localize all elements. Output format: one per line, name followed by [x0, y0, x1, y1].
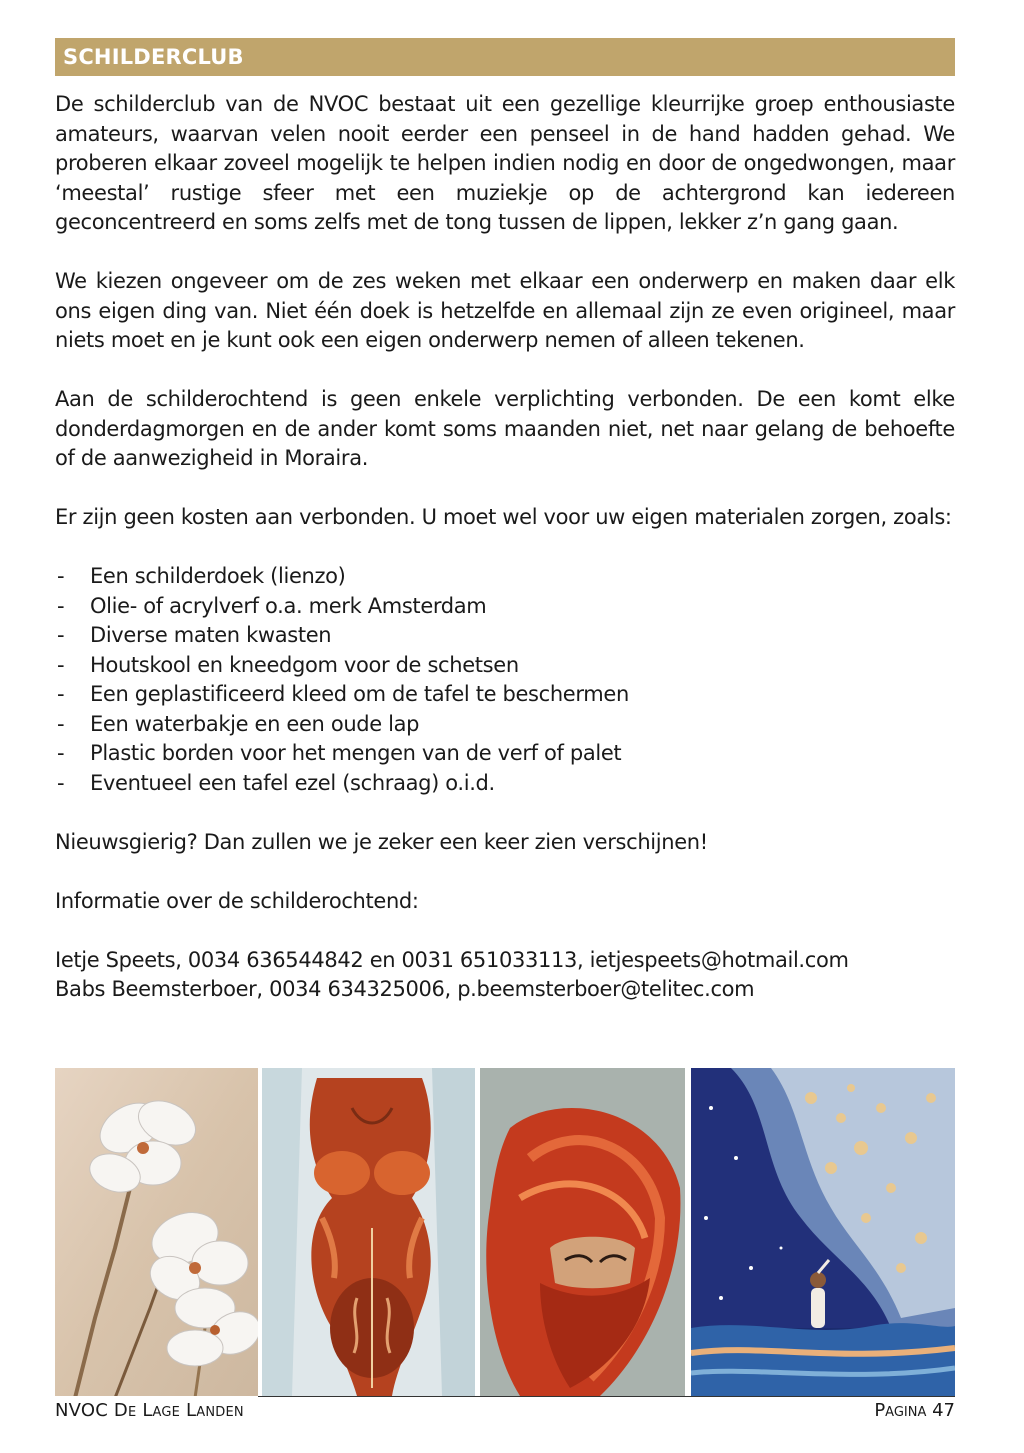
- list-item: - Diverse maten kwasten: [55, 621, 955, 651]
- painting-gallery: [55, 1068, 955, 1396]
- veiled-face-image: [480, 1068, 685, 1396]
- list-item: - Olie- of acrylverf o.a. merk Amsterdam: [55, 592, 955, 622]
- section-title: SCHILDERCLUB: [63, 45, 244, 69]
- bullet-dash: -: [57, 593, 65, 618]
- violin-torso-image: [262, 1068, 475, 1396]
- article-body: [55, 90, 955, 1005]
- bullet-dash: -: [57, 623, 65, 647]
- footer-page-number: Pagina 47: [874, 1400, 955, 1421]
- contact-line: Babs Beemsterboer, 0034 634325006, p.beemsterboer@telitec.com: [55, 977, 755, 1001]
- list-item: - Houtskool en kneedgom voor de schetsen: [55, 651, 955, 681]
- paragraph-obligations: Aan de schilderochtend is geen enkele verplichting verbonden. De een komt elke donderdagmorgen en de ander komt soms maanden niet, net naar gelang de behoefte of de aanwezigheid in Moraira.: [55, 387, 955, 470]
- paragraph-costs: Er zijn geen kosten aan verbonden. U moet wel voor uw eigen materialen zorgen, zoals:: [55, 505, 952, 529]
- section-header: [55, 38, 955, 76]
- bullet-dash: -: [57, 711, 65, 736]
- list-item: - Een waterbakje en een oude lap: [55, 710, 955, 740]
- starry-sky-image: [691, 1068, 955, 1396]
- footer-publication: NVOC De Lage Landen: [55, 1400, 244, 1421]
- list-item: - Een geplastificeerd kleed om de tafel te beschermen: [55, 680, 955, 710]
- flowers-image: [55, 1068, 258, 1396]
- contact-line: Ietje Speets, 0034 636544842 en 0031 651033113, ietjespeets@hotmail.com: [55, 947, 849, 972]
- list-item: - Eventueel een tafel ezel (schraag) o.i.d.: [55, 769, 955, 799]
- bullet-dash: -: [57, 564, 65, 588]
- painting-starry-sky: [691, 1068, 955, 1396]
- bullet-dash: -: [57, 652, 65, 677]
- painting-veiled-face: [480, 1068, 685, 1396]
- contact-block: [55, 946, 955, 1005]
- info-heading: Informatie over de schilderochtend:: [55, 888, 419, 913]
- paragraph-topics: We kiezen ongeveer om de zes weken met elkaar een onderwerp en maken daar elk ons eigen ding van. Niet één doek is hetzelfde en allemaal zijn ze even origineel, maar niets moet en je kunt ook een eigen onderwerp nemen of alleen tekenen.: [55, 269, 955, 352]
- painting-white-flowers: [55, 1068, 258, 1396]
- list-item: - Een schilderdoek (lienzo): [55, 562, 955, 592]
- closing-text: Nieuwsgierig? Dan zullen we je zeker een keer zien verschijnen!: [55, 829, 708, 854]
- list-item: - Plastic borden voor het mengen van de verf of palet: [55, 739, 955, 769]
- bullet-dash: -: [57, 770, 65, 795]
- bullet-dash: -: [57, 741, 65, 765]
- paragraph-intro: De schilderclub van de NVOC bestaat uit een gezellige kleurrijke groep enthousiaste amateurs, waarvan velen nooit eerder een penseel in de hand hadden gehad. We proberen elkaar zoveel mogelijk te helpen indien nodig en door de ongedwongen, maar ‘meestal’ rustige sfeer met een muziekje op de achtergrond kan iedereen geconcentreerd en soms zelfs met de tong tussen de lippen, lekker z’n gang gaan.: [55, 92, 955, 234]
- materials-list: [55, 562, 955, 798]
- painting-violin-torso: [262, 1068, 475, 1396]
- bullet-dash: -: [57, 682, 65, 706]
- footer-divider: [258, 1396, 955, 1397]
